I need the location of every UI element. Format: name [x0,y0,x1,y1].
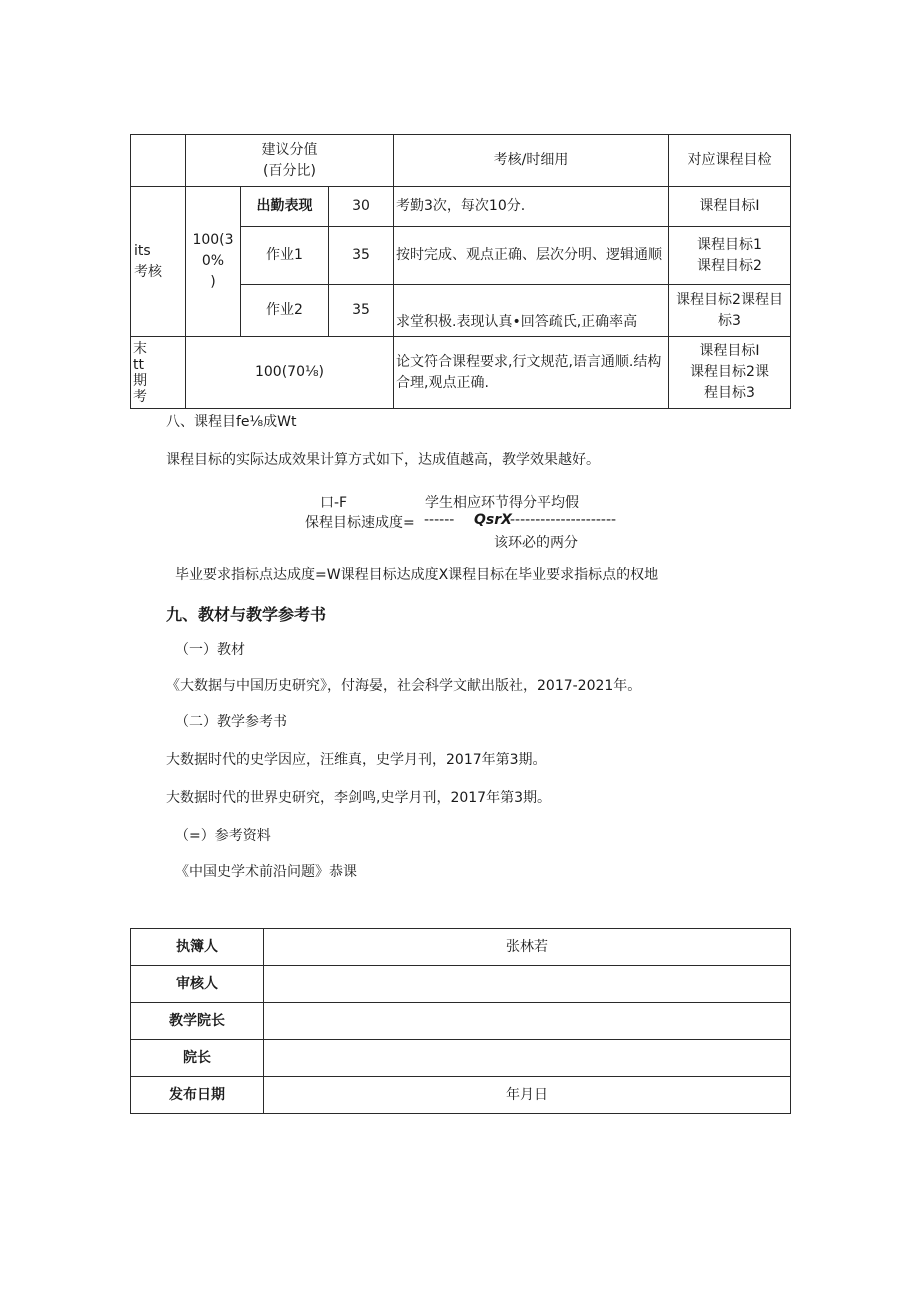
formula-mid: QsrX [474,512,512,528]
process-label-line2: 考核 [134,263,162,280]
section9-sub3: （=）参考资料 [175,828,271,844]
row-target [669,187,791,227]
sign-label: 教学院长 [131,1003,264,1040]
row-target-line1: 课程目标I [699,198,760,214]
process-label-line1: its [134,242,151,259]
final-group-label [131,337,186,409]
row-target [669,285,791,337]
formula-numerator: 学生相应环节得分平均假 [425,495,579,511]
row-method [394,285,669,337]
process-total-line3: ) [210,274,216,290]
row-score: 35 [329,227,394,285]
textbook: 《大数据与中国历史研究》，付海晏，社会科学文献出版社，2017-2021年。 [166,678,642,694]
row-target [669,227,791,285]
formula-dashes-left: ------ [424,512,455,528]
row-item: 作业1 [241,227,329,285]
sign-value [264,966,791,1003]
formula-label: 保程目标速成度= [305,515,415,531]
process-group-label [131,187,186,337]
process-group-total [186,187,241,337]
final-target-line2: 课程目标2课 [690,364,769,380]
formula-dashes-right: --------------------- [510,512,617,528]
final-target-line3: 程目标3 [704,385,755,401]
row-item: 出勤表现 [241,187,329,227]
final-method: 论文符合课程要求,行文规范,语言通顺.结构合理,观点正确. [394,337,669,409]
sign-table [130,928,791,1114]
row-score: 35 [329,285,394,337]
reference-1: 大数据时代的史学因应，汪维真，史学月刊，2017年第3期。 [166,752,547,768]
row-target-line2: 标3 [718,312,741,329]
process-total-line2: 0% [201,253,225,269]
final-label-line2: tt [133,356,144,373]
final-total: 100(70⅛) [186,337,394,409]
final-target-line1: 课程目标I [699,343,760,359]
row-method-text: 求堂积极.表现认真•回答疏氏,正确率高 [396,314,638,330]
header-target: 对应课程目检 [669,135,791,187]
formula-denominator-clip [494,530,614,551]
row-score: 30 [329,187,394,227]
section9-sub2: （二）教学参考书 [175,714,287,730]
sign-label: 院长 [131,1040,264,1077]
section8-title: 八、课程目fe⅛成Wt [166,414,297,430]
row-target-line1: 课程目标2课程目 [676,291,783,308]
sign-label: 执簿人 [131,929,264,966]
assessment-table [130,134,791,409]
sign-value: 年月日 [264,1077,791,1114]
formula-top-left: 口-F [320,495,348,511]
reference-2: 大数据时代的世界史研究，李剑鸣,史学月刊，2017年第3期。 [166,790,551,806]
row-target-line1: 课程目标1 [697,236,762,253]
row-method: 考勤3次，每次10分. [394,187,669,227]
section8-intro: 课程目标的实际达成效果计算方式如下，达成值越高，教学效果越好。 [166,452,600,468]
graduation-formula: 毕业要求指标点达成度=W课程目标达成度X课程目标在毕业要求指标点的权地 [175,567,659,583]
section9-sub1: （一）教材 [175,642,245,658]
sign-value [264,1003,791,1040]
header-score-sub: (百分比) [263,162,316,179]
header-empty-cell [131,135,186,187]
final-label-line4: 考 [133,388,147,405]
header-score-label: 建议分值 [261,141,318,158]
final-target [669,337,791,409]
header-score [186,135,394,187]
sign-value: 张林若 [264,929,791,966]
row-method: 按时完成、观点正确、层次分明、逻辑通顺 [394,227,669,285]
header-method: 考核/时细用 [394,135,669,187]
formula-denominator: 该环必的两分 [494,535,578,551]
row-item: 作业2 [241,285,329,337]
row-target-line2: 课程目标2 [697,257,762,274]
final-label-line3: 期 [133,372,147,389]
process-total-line1: 100(3 [192,232,234,248]
section9-title: 九、教材与教学参考书 [166,605,327,624]
final-label-line1: 末 [133,340,147,357]
sign-label: 审核人 [131,966,264,1003]
reference-material: 《中国史学术前沿问题》恭课 [175,864,357,880]
sign-value [264,1040,791,1077]
sign-label: 发布日期 [131,1077,264,1114]
